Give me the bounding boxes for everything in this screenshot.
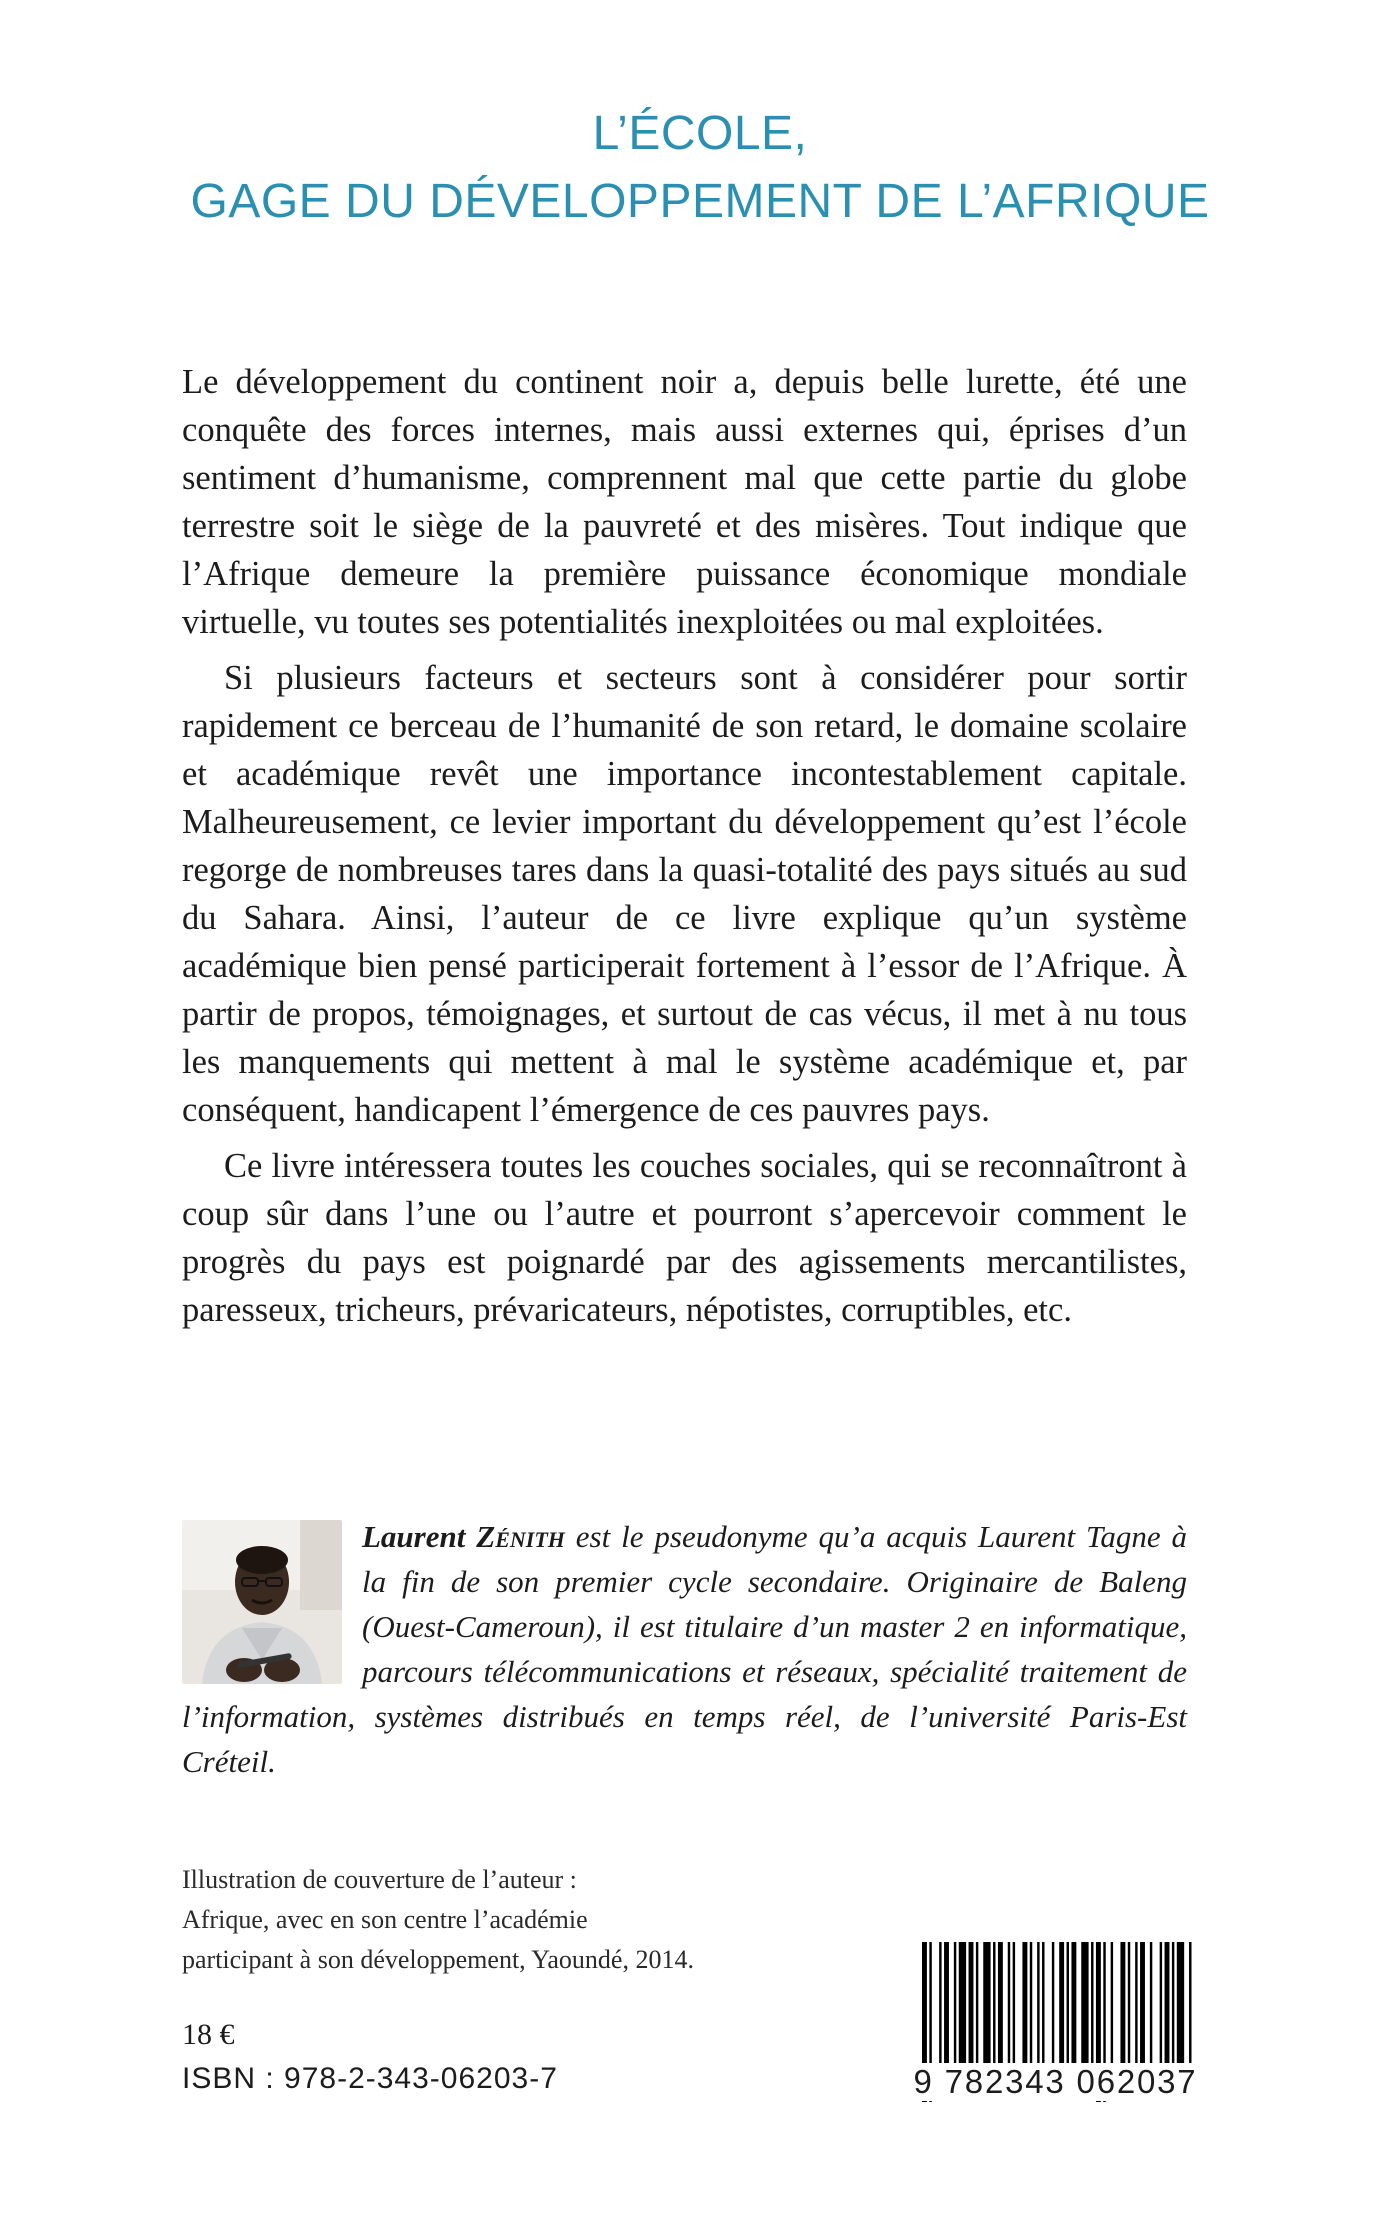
summary-paragraph: Si plusieurs facteurs et secteurs sont à considérer pour sortir rapidement ce berceau de l’humanité de son retard, le domaine scolaire et académique revêt une importance incontestablement capitale. Malheureusement, ce levier important du développement qu’est l’école regorge de nombreuses tares dans la quasi-totalité des pays situés au sud du Sahara. Ainsi, l’auteur de ce livre explique qu’un système académique bien pensé participerait fortement à l’essor de l’Afrique. À partir de propos, témoignages, et surtout de cas vécus, il met à nu tous les manquements qui mettent à mal le système académique et, par conséquent, handicapent l’émergence de ces pauvres pays. bbox=[182, 659, 1187, 1129]
credit-line-3: participant à son développement, Yaoundé, 2014. bbox=[182, 1945, 694, 1974]
barcode-bar bbox=[998, 1942, 1003, 2064]
barcode-bar bbox=[1165, 1942, 1170, 2064]
summary-paragraph: Ce livre intéressera toutes les couches sociales, qui se reconnaîtront à coup sûr dans l’une ou l’autre et pourront s’apercevoir comment le progrès du pays est poignardé par des agissements mercantilistes, paresseux, tricheurs, prévaricateurs, népotistes, corruptibles, etc. bbox=[182, 1147, 1187, 1329]
barcode-bar bbox=[993, 1942, 995, 2064]
book-title bbox=[0, 100, 1400, 236]
author-last-name: Zénith bbox=[476, 1519, 565, 1554]
barcode-bar bbox=[1071, 1942, 1076, 2064]
barcode-bar bbox=[1111, 1942, 1113, 2064]
barcode-bar bbox=[976, 1942, 978, 2064]
barcode-bar bbox=[1081, 1942, 1088, 2064]
barcode-bar bbox=[983, 1942, 990, 2064]
barcode-bar bbox=[954, 1942, 956, 2064]
cover-illustration-credit bbox=[182, 1860, 882, 1980]
title-line-1: L’ÉCOLE, bbox=[592, 107, 808, 160]
price: 18 € bbox=[182, 2018, 235, 2051]
barcode-bar bbox=[959, 1942, 966, 2064]
barcode-bar bbox=[1128, 1942, 1130, 2064]
barcode-bar bbox=[1160, 1942, 1162, 2064]
summary-paragraph: Le développement du continent noir a, depuis belle lurette, été une conquête des forces internes, mais aussi externes qui, éprises d’un sentiment d’humanisme, comprennent mal que cette partie du globe terrestre soit le siège de la pauvreté et des misères. Tout indique que l’Afrique demeure la première puissance économique mondiale virtuelle, vu toutes ses potentialités inexploitées ou mal exploitées. bbox=[182, 363, 1187, 641]
credit-line-2: Afrique, avec en son centre l’académie bbox=[182, 1905, 588, 1934]
back-cover-summary bbox=[182, 358, 1187, 1342]
credit-line-1: Illustration de couverture de l’auteur : bbox=[182, 1865, 577, 1894]
barcode-bar bbox=[969, 1942, 974, 2064]
author-photo bbox=[182, 1520, 342, 1684]
barcode-bar bbox=[1008, 1942, 1010, 2064]
barcode-bar bbox=[1030, 1942, 1032, 2064]
barcode-bar bbox=[1052, 1942, 1054, 2064]
barcode-bar bbox=[1135, 1942, 1137, 2064]
barcode-bar bbox=[1177, 1942, 1184, 2064]
barcode-bar bbox=[1091, 1942, 1093, 2064]
barcode-bar bbox=[1140, 1942, 1145, 2064]
barcode-digits: 9 782343 062037 bbox=[908, 2063, 1203, 2101]
barcode-bar bbox=[1120, 1942, 1125, 2064]
barcode-bar bbox=[1042, 1942, 1044, 2064]
barcode-bar bbox=[1013, 1942, 1015, 2064]
barcode-bar bbox=[1037, 1942, 1039, 2064]
title-line-2: GAGE DU DÉVELOPPEMENT DE L’AFRIQUE bbox=[190, 175, 1210, 228]
barcode-bar bbox=[1172, 1942, 1174, 2064]
barcode-bar bbox=[1150, 1942, 1152, 2064]
barcode-bar bbox=[1059, 1942, 1064, 2064]
barcode-bar bbox=[1022, 1942, 1027, 2064]
barcode-bar bbox=[1189, 1942, 1191, 2064]
author-first-name: Laurent bbox=[362, 1519, 466, 1554]
author-bio-text: est le pseudonyme qu’a acquis Laurent Tagne à la fin de son premier cycle secondaire. Originaire de Baleng (Ouest-Cameroun), il est titulaire d’un master 2 en informatique, parcours télécommunications et réseaux, spécialité traitement de l’information, systèmes distribués en temps réel, de l’université Paris-Est Créteil. bbox=[182, 1519, 1188, 1779]
barcode-bar bbox=[944, 1942, 949, 2064]
barcode-bar bbox=[1067, 1942, 1069, 2064]
isbn: ISBN : 978-2-343-06203-7 bbox=[182, 2062, 558, 2095]
barcode-bar bbox=[939, 1942, 941, 2064]
author-bio bbox=[182, 1514, 1187, 1784]
